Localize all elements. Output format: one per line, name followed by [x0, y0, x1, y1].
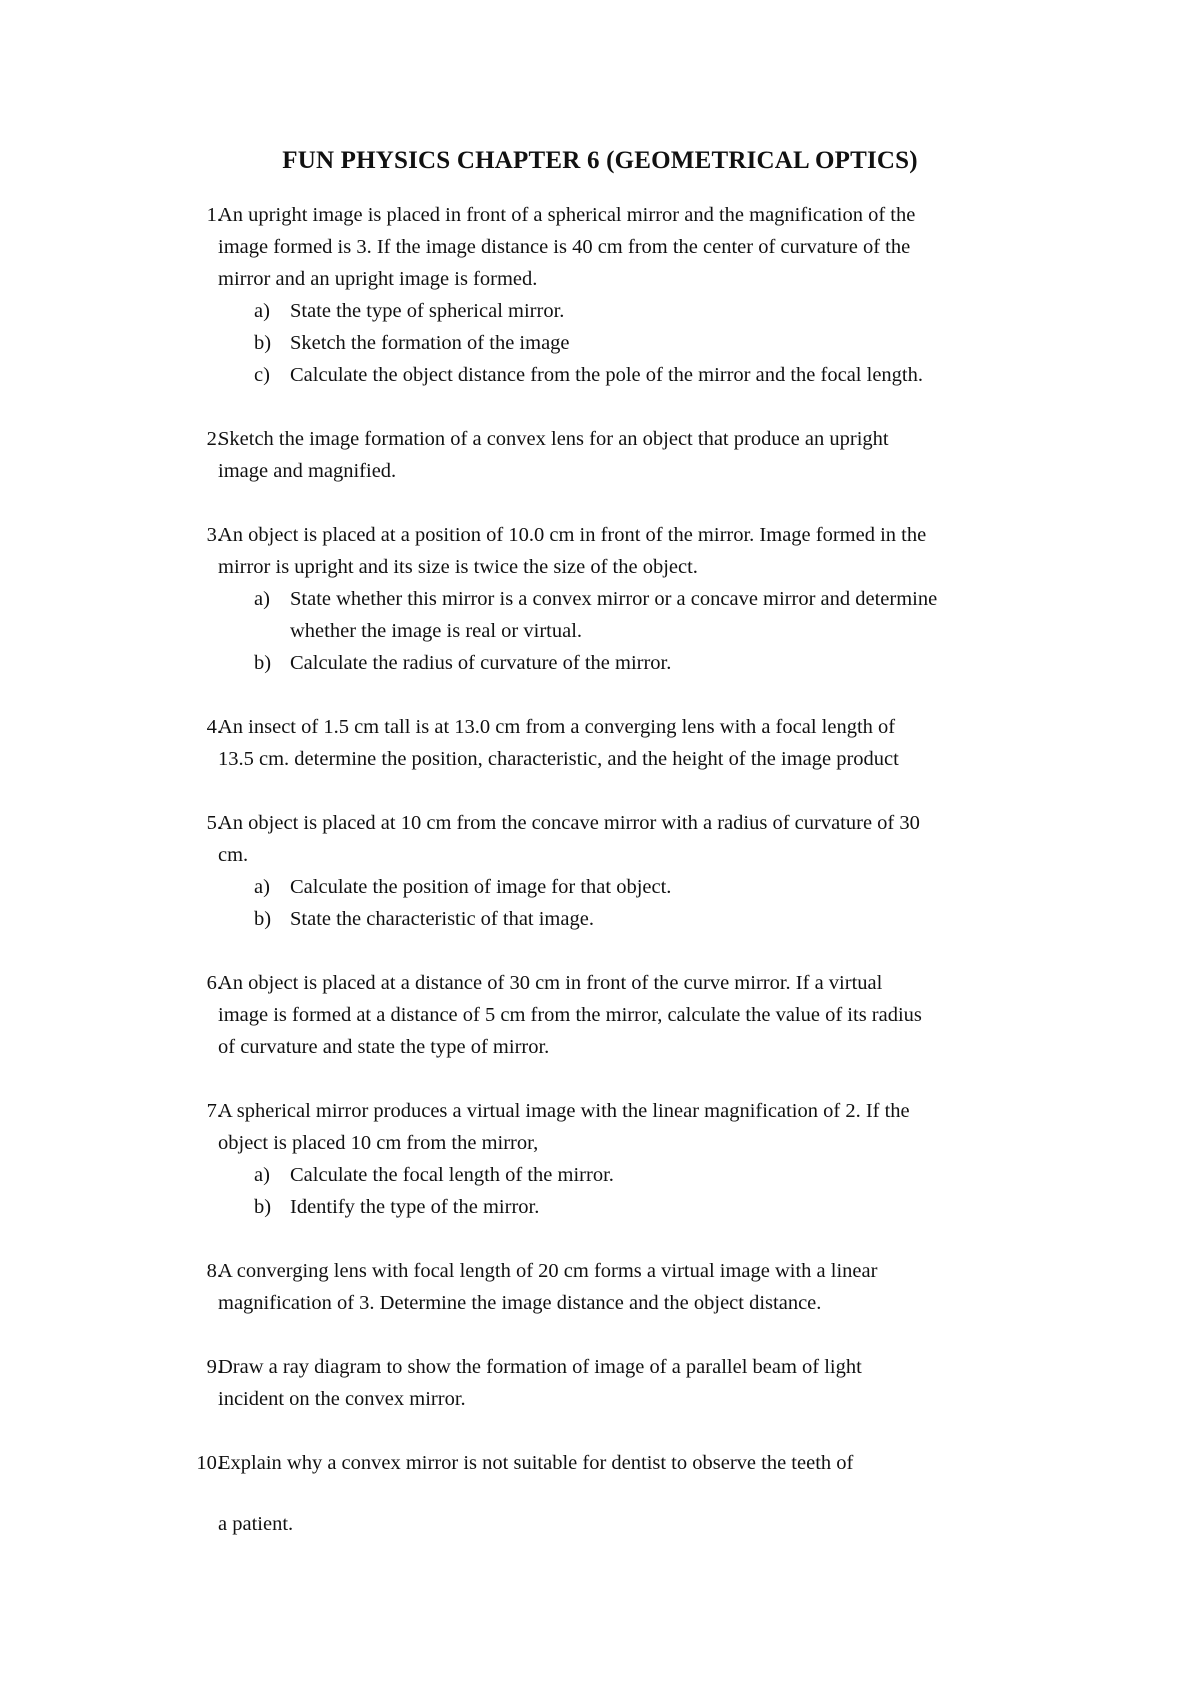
subquestion-text: Identify the type of the mirror.	[290, 1196, 540, 1218]
question-10-continuation	[186, 1508, 1086, 1540]
question-text-line: An object is placed at 10 cm from the concave mirror with a radius of curvature of 30	[218, 812, 920, 834]
question-text-line: An object is placed at a position of 10.0 cm in front of the mirror. Image formed in the	[218, 524, 927, 546]
question-number: 4.	[206, 716, 222, 738]
question-text-line: image and magnified.	[218, 460, 397, 482]
subquestion-letter: b)	[254, 652, 272, 674]
question-text-line: object is placed 10 cm from the mirror,	[218, 1132, 539, 1154]
question-8	[186, 1255, 1086, 1319]
subquestion-text: State the characteristic of that image.	[290, 908, 594, 930]
question-number: 1.	[206, 204, 222, 226]
subquestion-letter: a)	[254, 876, 270, 898]
subquestion-text: Calculate the focal length of the mirror.	[290, 1164, 614, 1186]
question-text-line: cm.	[218, 844, 249, 866]
question-text-line: Sketch the image formation of a convex lens for an object that produce an upright	[218, 428, 889, 450]
subquestion-letter: a)	[254, 588, 270, 610]
question-text-line: An object is placed at a distance of 30 cm in front of the curve mirror. If a virtual	[218, 972, 883, 994]
subquestion-letter: a)	[254, 300, 270, 322]
subquestion-letter: b)	[254, 908, 272, 930]
question-10	[186, 1447, 1086, 1479]
subquestion-letter: c)	[254, 364, 270, 386]
subquestion-letter: a)	[254, 1164, 270, 1186]
question-7	[186, 1095, 1086, 1223]
question-number: 7.	[206, 1100, 222, 1122]
question-text-line: A spherical mirror produces a virtual image with the linear magnification of 2. If the	[218, 1100, 910, 1122]
subquestion-text: whether the image is real or virtual.	[290, 620, 583, 642]
question-text-line: image is formed at a distance of 5 cm from the mirror, calculate the value of its radius	[218, 1004, 922, 1026]
question-3	[186, 519, 1086, 679]
question-text-line: An insect of 1.5 cm tall is at 13.0 cm from a converging lens with a focal length of	[218, 716, 896, 738]
question-1	[186, 199, 1086, 391]
question-number: 5.	[206, 812, 222, 834]
subquestion-a	[186, 583, 1086, 615]
question-text-line: mirror and an upright image is formed.	[218, 268, 538, 290]
subquestion-text: State whether this mirror is a convex mirror or a concave mirror and determine	[290, 588, 938, 610]
question-number: 8.	[206, 1260, 222, 1282]
question-number: 6.	[206, 972, 222, 994]
question-text-line: incident on the convex mirror.	[218, 1388, 466, 1410]
subquestion-a-continued	[186, 615, 1086, 647]
question-number: 10.	[196, 1452, 222, 1474]
question-text-line: of curvature and state the type of mirror.	[218, 1036, 550, 1058]
subquestion-a	[186, 295, 1086, 327]
subquestion-text: Calculate the object distance from the pole of the mirror and the focal length.	[290, 364, 923, 386]
question-number: 2.	[206, 428, 222, 450]
question-6	[186, 967, 1086, 1063]
subquestion-a	[186, 1159, 1086, 1191]
subquestion-text: Sketch the formation of the image	[290, 332, 570, 354]
question-text-line: image formed is 3. If the image distance is 40 cm from the center of curvature of the	[218, 236, 911, 258]
question-number: 3.	[206, 524, 222, 546]
question-4	[186, 711, 1086, 775]
page-title: FUN PHYSICS CHAPTER 6 (GEOMETRICAL OPTICS)	[282, 147, 918, 174]
question-text-line: A converging lens with focal length of 20 cm forms a virtual image with a linear	[218, 1260, 878, 1282]
question-text-line: An upright image is placed in front of a spherical mirror and the magnification of the	[218, 204, 916, 226]
question-5	[186, 807, 1086, 935]
question-2	[186, 423, 1086, 487]
subquestion-letter: b)	[254, 1196, 272, 1218]
subquestion-b	[186, 903, 1086, 935]
subquestion-b	[186, 1191, 1086, 1223]
question-text-line: a patient.	[218, 1513, 294, 1535]
subquestion-a	[186, 871, 1086, 903]
subquestion-text: State the type of spherical mirror.	[290, 300, 565, 322]
question-text-line: magnification of 3. Determine the image distance and the object distance.	[218, 1292, 822, 1314]
subquestion-text: Calculate the position of image for that object.	[290, 876, 672, 898]
question-number: 9.	[206, 1356, 222, 1378]
subquestion-text: Calculate the radius of curvature of the mirror.	[290, 652, 672, 674]
question-text-line: 13.5 cm. determine the position, characteristic, and the height of the image product	[218, 748, 899, 770]
question-9	[186, 1351, 1086, 1415]
subquestion-b	[186, 327, 1086, 359]
question-text-line: Explain why a convex mirror is not suitable for dentist to observe the teeth of	[218, 1452, 854, 1474]
subquestion-letter: b)	[254, 332, 272, 354]
subquestion-b	[186, 647, 1086, 679]
question-text-line: Draw a ray diagram to show the formation of image of a parallel beam of light	[218, 1356, 862, 1378]
question-text-line: mirror is upright and its size is twice the size of the object.	[218, 556, 698, 578]
subquestion-c	[186, 359, 1086, 391]
